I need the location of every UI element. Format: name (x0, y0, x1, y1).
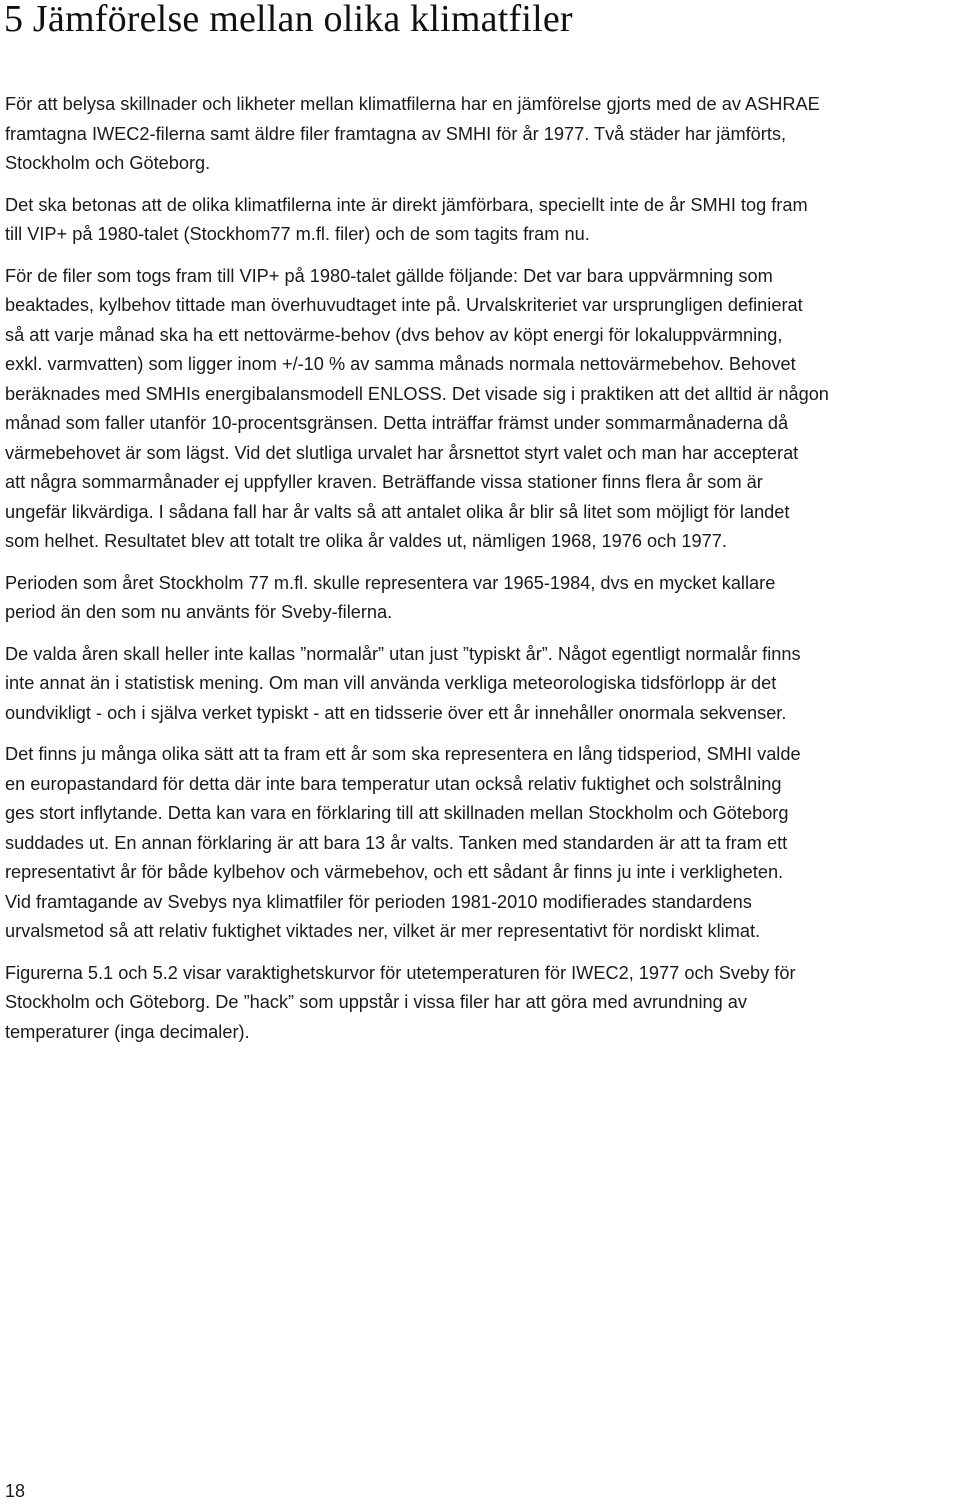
text-line: För att belysa skillnader och likheter mellan klimatfilerna har en jämförelse gjorts med de av ASHRAE (5, 94, 820, 114)
text-line: temperaturer (inga decimaler). (5, 1021, 250, 1042)
text-line: värmebehovet är som lägst. Vid det slutliga urvalet har årsnettot styrt valet och man har accepterat (5, 442, 799, 463)
text-line: representativt år för både kylbehov och värmebehov, och ett sådant år finns ju inte i verkligheten. (5, 862, 784, 882)
paragraph-comparability (5, 191, 957, 250)
text-line: Vid framtagande av Svebys nya klimatfiler för perioden 1981-2010 modifierades standardens (5, 891, 752, 912)
text-line: Figurerna 5.1 och 5.2 visar varaktighetskurvor för utetemperaturen för IWEC2, 1977 och Sveby för (5, 962, 796, 983)
text-line: suddades ut. En annan förklaring är att bara 13 år valts. Tanken med standarden är att ta fram ett (5, 832, 788, 853)
text-line: Stockholm och Göteborg. (5, 153, 211, 173)
text-line: oundvikligt - och i själva verket typiskt - att en tidsserie över ett år innehåller onormala sekvenser. (5, 702, 787, 723)
text-line: beräknades med SMHIs energibalansmodell ENLOSS. Det visade sig i praktiken att det alltid är någon (5, 383, 829, 404)
paragraph-european-standard (5, 740, 957, 947)
text-line: till VIP+ på 1980-talet (Stockhom77 m.fl. filer) och de som tagits fram nu. (5, 224, 590, 244)
paragraph-figures (5, 959, 957, 1048)
text-line: att några sommarmånader ej uppfyller kraven. Beträffande vissa stationer finns flera år som är (5, 472, 763, 492)
text-line: månad som faller utanför 10-procentsgränsen. Detta inträffar främst under sommarmånaderna då (5, 413, 789, 433)
text-line: urvalsmetod så att relativ fuktighet viktades ner, vilket är mer representativt för nordiskt klimat. (5, 921, 761, 941)
text-line: så att varje månad ska ha ett nettovärme-behov (dvs behov av köpt energi för lokaluppvärmning, (5, 324, 783, 345)
text-line: ges stort inflytande. Detta kan vara en förklaring till att skillnaden mellan Stockholm och Göteborg (5, 803, 789, 823)
document-body (5, 90, 957, 1059)
text-line: exkl. varmvatten) som ligger inom +/-10 % av samma månads normala nettovärmebehov. Behovet (5, 354, 796, 374)
text-line: en europastandard för detta där inte bara temperatur utan också relativ fuktighet och solstrålning (5, 773, 782, 794)
text-line: För de filer som togs fram till VIP+ på 1980-talet gällde följande: Det var bara uppvärmning som (5, 265, 773, 286)
text-line: ungefär likvärdiga. I sådana fall har år valts så att antalet olika år blir så litet som möjligt för landet (5, 501, 790, 522)
text-line: framtagna IWEC2-filerna samt äldre filer framtagna av SMHI för år 1977. Två städer har jämförts, (5, 123, 787, 144)
page-number: 18 (5, 1481, 26, 1501)
paragraph-period (5, 569, 957, 628)
text-line: Stockholm och Göteborg. De ”hack” som uppstår i vissa filer har att göra med avrundning av (5, 992, 747, 1012)
text-line: som helhet. Resultatet blev att totalt tre olika år valdes ut, nämligen 1968, 1976 och 1977. (5, 531, 727, 551)
text-line: Perioden som året Stockholm 77 m.fl. skulle representera var 1965-1984, dvs en mycket kallare (5, 572, 776, 593)
text-line: beaktades, kylbehov tittade man överhuvudtaget inte på. Urvalskriteriet var ursprungligen definierat (5, 295, 803, 315)
text-line: Det finns ju många olika sätt att ta fram ett år som ska representera en lång tidsperiod, SMHI valde (5, 744, 801, 764)
paragraph-intro (5, 90, 957, 179)
text-line: Det ska betonas att de olika klimatfilerna inte är direkt jämförbara, speciellt inte de år SMHI tog fram (5, 194, 808, 215)
section-heading: 5 Jämförelse mellan olika klimatfiler (4, 0, 573, 40)
text-line: inte annat än i statistisk mening. Om man vill använda verkliga meteorologiska tidsförlopp är det (5, 673, 777, 693)
text-line: De valda åren skall heller inte kallas ”normalår” utan just ”typiskt år”. Något egentligt normalår finns (5, 643, 801, 664)
paragraph-typical-year (5, 640, 957, 729)
paragraph-vip-files (5, 262, 957, 557)
text-line: period än den som nu använts för Sveby-filerna. (5, 602, 393, 622)
